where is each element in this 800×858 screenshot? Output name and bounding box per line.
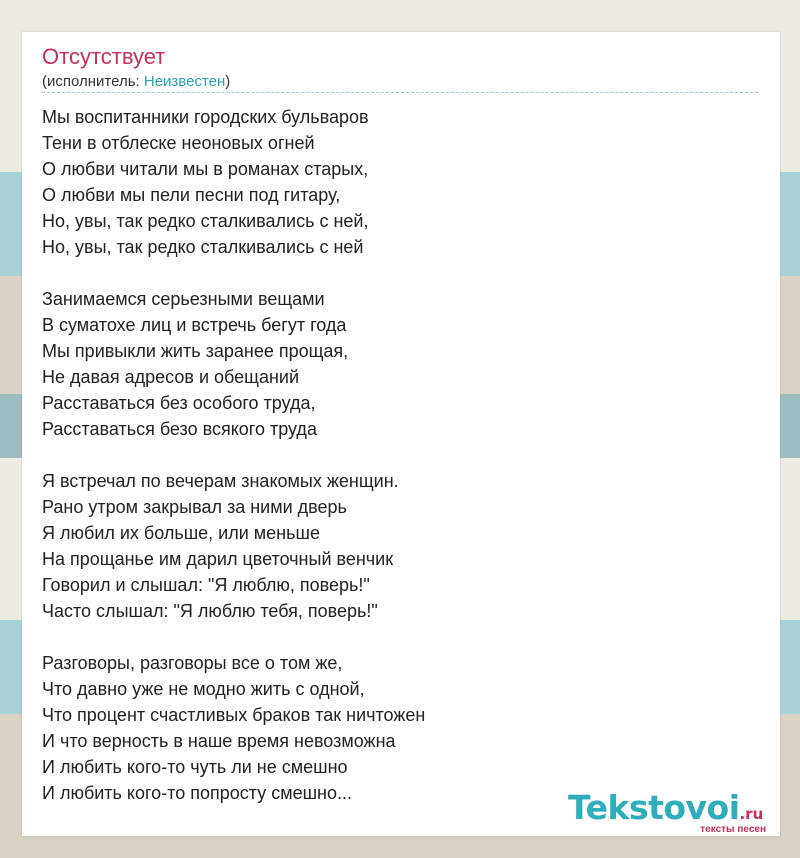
lyric-line: Но, увы, так редко сталкивались с ней, (42, 211, 369, 231)
lyric-line: Расставаться безо всякого труда (42, 419, 317, 439)
lyric-line: Говорил и слышал: "Я люблю, поверь!" (42, 575, 370, 595)
lyric-line: В суматохе лиц и встречь бегут года (42, 315, 347, 335)
lyric-line: И любить кого-то попросту смешно... (42, 783, 352, 803)
lyric-line: На прощанье им дарил цветочный венчик (42, 549, 394, 569)
lyric-line: Расставаться без особого труда, (42, 393, 316, 413)
lyric-line: Не давая адресов и обещаний (42, 367, 300, 387)
stanza-1 (42, 104, 758, 260)
lyric-line: Тени в отблеске неоновых огней (42, 133, 315, 153)
lyric-line: Мы воспитанники городских бульваров (42, 107, 369, 127)
lyric-line: О любви мы пели песни под гитару, (42, 185, 341, 205)
stanza-4 (42, 650, 758, 806)
stanza-gap (42, 442, 758, 468)
stanza-3 (42, 468, 758, 624)
artist-suffix: ) (225, 73, 231, 90)
lyric-line: О любви читали мы в романах старых, (42, 159, 369, 179)
stanza-gap (42, 624, 758, 650)
song-title: Отсутствует (42, 44, 166, 69)
lyric-line: Разговоры, разговоры все о том же, (42, 653, 343, 673)
lyric-line: Часто слышал: "Я люблю тебя, поверь!" (42, 601, 378, 621)
lyric-line: Но, увы, так редко сталкивались с ней (42, 237, 364, 257)
lyric-line: Я встречал по вечерам знакомых женщин. (42, 471, 399, 491)
logo-name: Tekstovoi (568, 788, 740, 827)
lyric-line: Рано утром закрывал за ними дверь (42, 497, 347, 517)
lyrics-text (42, 104, 758, 806)
lyric-line: Занимаемся серьезными вещами (42, 289, 325, 309)
lyric-line: Мы привыкли жить заранее прощая, (42, 341, 349, 361)
lyric-line: Я любил их больше, или меньше (42, 523, 320, 543)
site-logo[interactable] (568, 788, 778, 835)
lyrics-card (22, 32, 780, 836)
stanza-2 (42, 286, 758, 442)
logo-tagline: тексты песен (700, 824, 766, 835)
artist-prefix: (исполнитель: (42, 73, 144, 90)
lyric-line: Что процент счастливых браков так ничтожен (42, 705, 426, 725)
artist-line (42, 73, 230, 91)
title-divider (42, 92, 758, 93)
lyric-line: Что давно уже не модно жить с одной, (42, 679, 365, 699)
lyric-line: И любить кого-то чуть ли не смешно (42, 757, 348, 777)
artist-link[interactable]: Неизвестен (143, 73, 226, 90)
lyric-line: И что верность в наше время невозможна (42, 731, 396, 751)
logo-domain: .ru (739, 805, 764, 823)
stanza-gap (42, 260, 758, 286)
